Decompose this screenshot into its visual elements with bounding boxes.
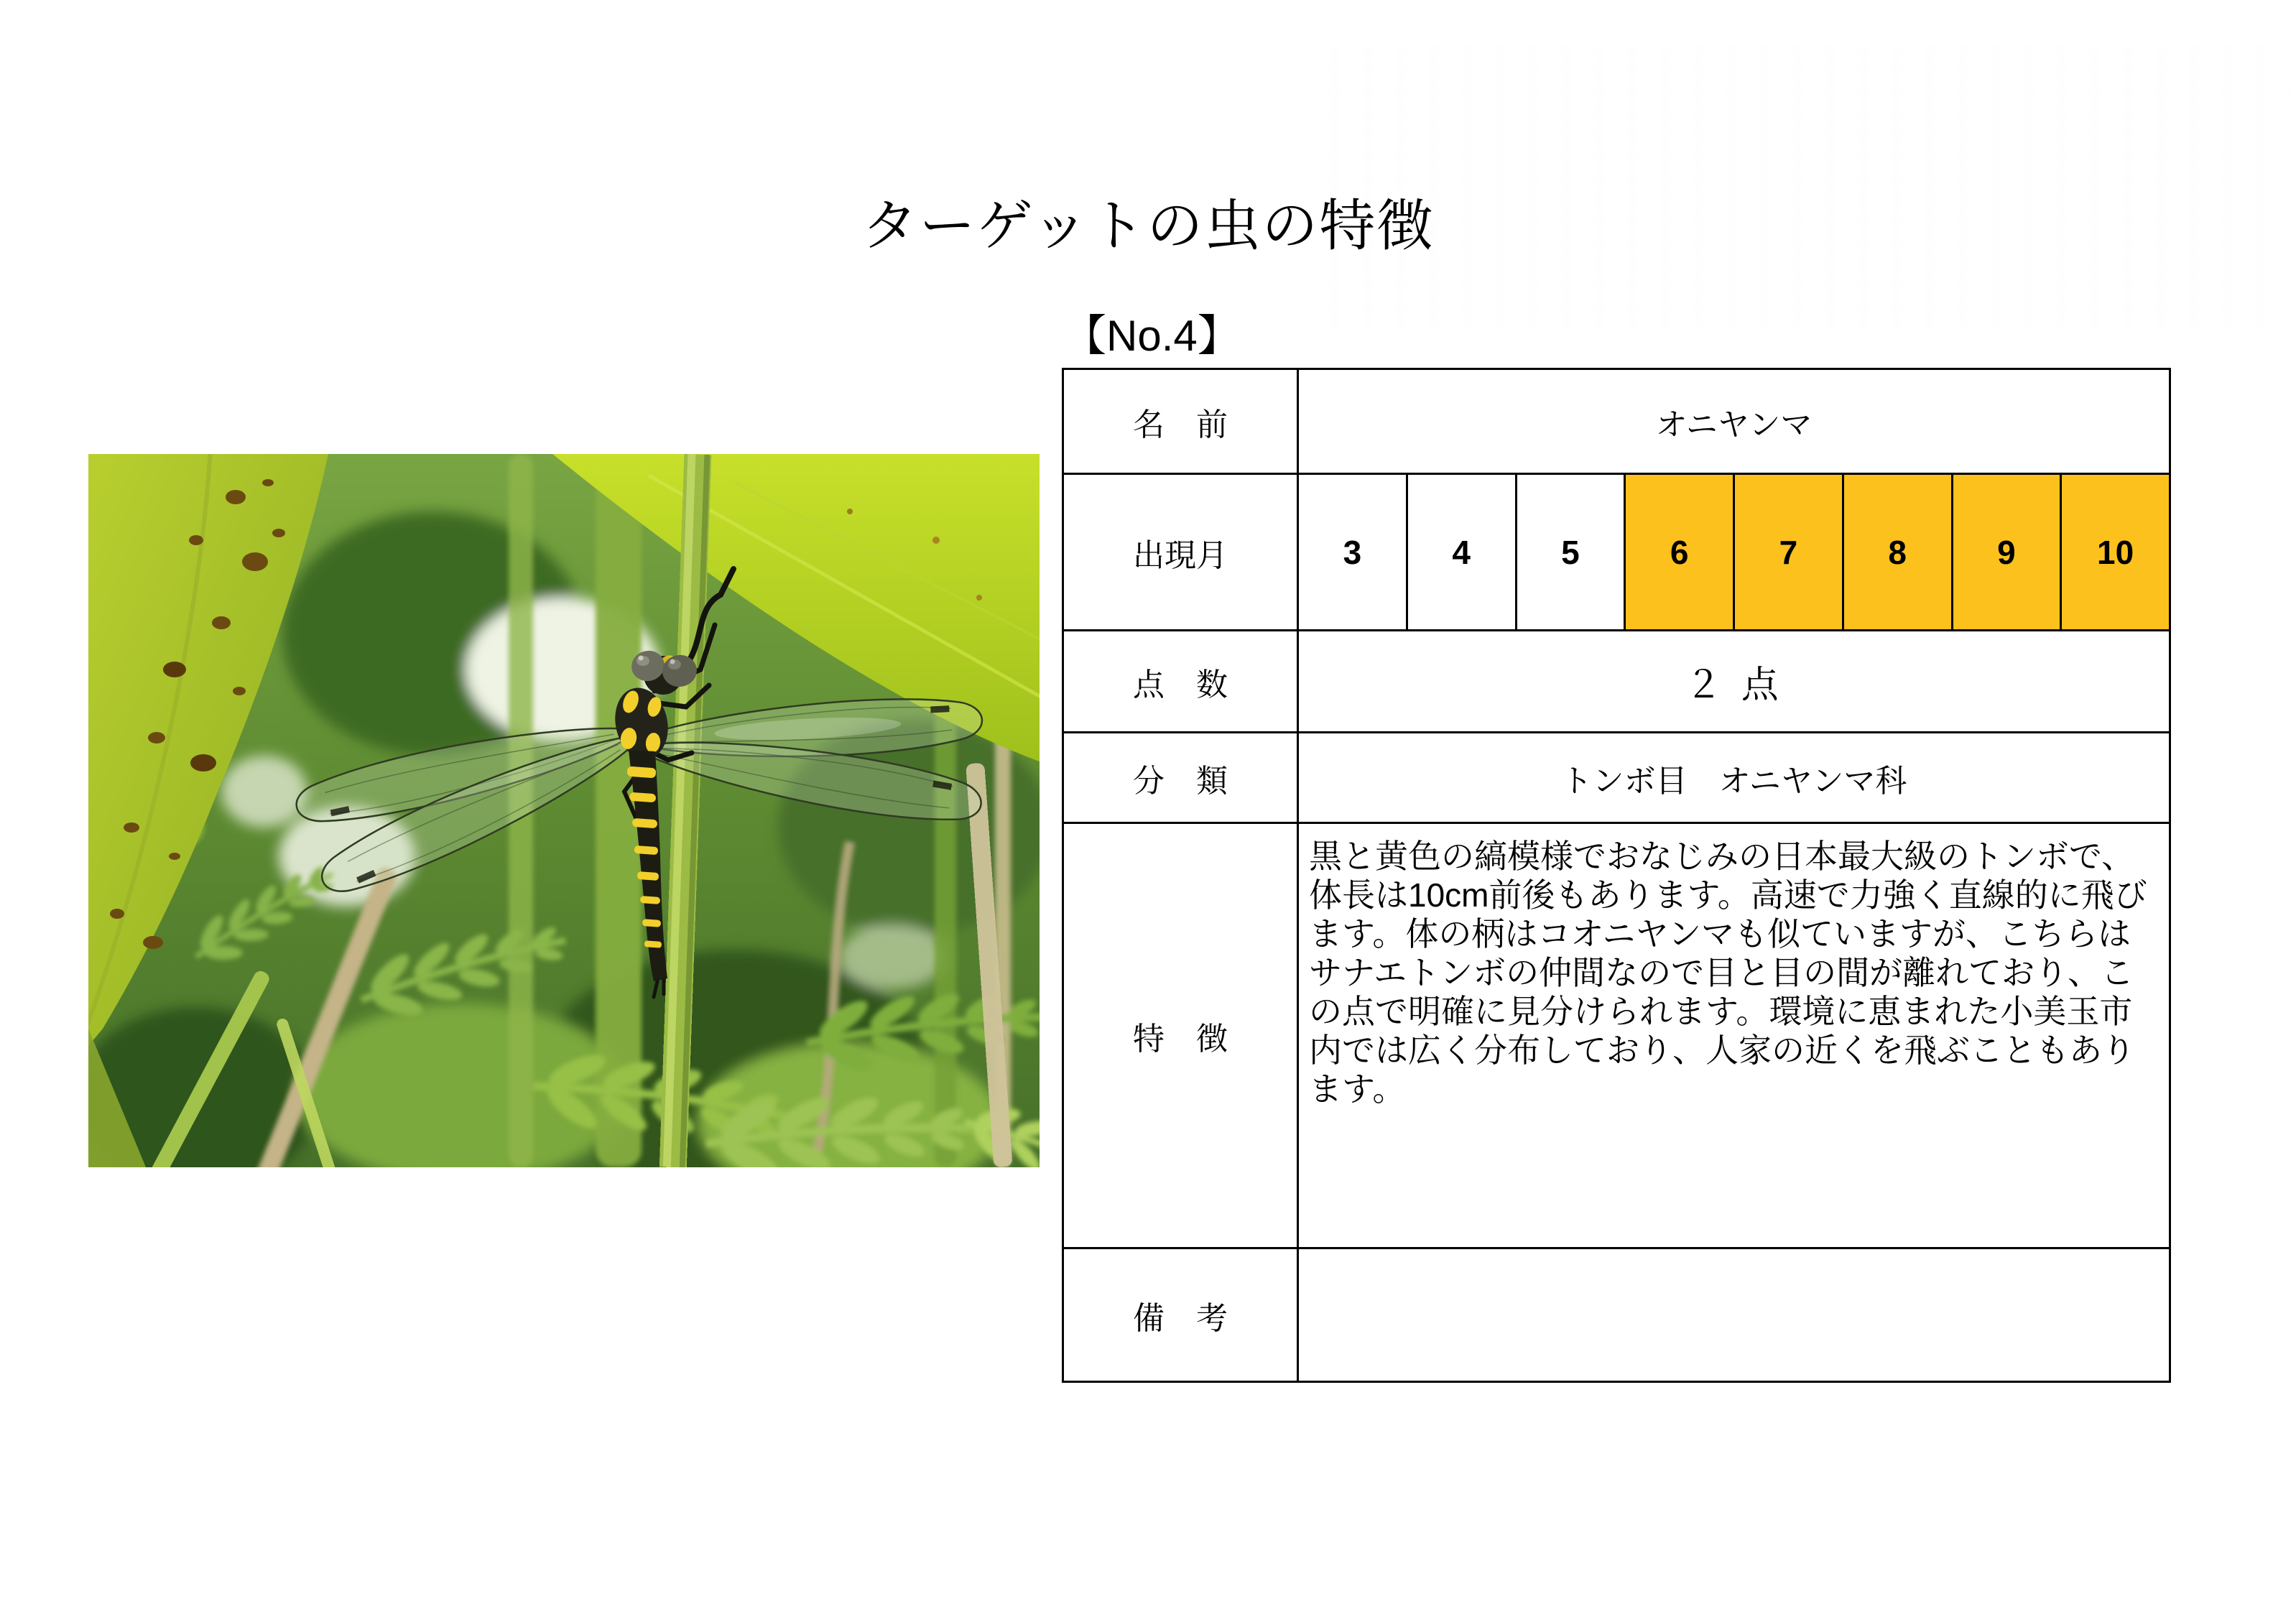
month-cell-6: 6 (1626, 475, 1735, 629)
table-row-classification (1064, 733, 2169, 824)
month-cell-9: 9 (1953, 475, 2063, 629)
row-label-features: 特 徴 (1064, 824, 1299, 1247)
page-title: ターゲットの虫の特徴 (861, 194, 1435, 258)
table-row-features (1064, 824, 2169, 1249)
classification-value: トンボ目 オニヤンマ科 (1560, 763, 1907, 799)
row-label-notes: 備 考 (1064, 1249, 1299, 1381)
name-value: オニヤンマ (1655, 407, 1813, 442)
row-label-points: 点 数 (1064, 631, 1299, 731)
notes-value (1299, 1249, 2169, 1381)
insect-photo (88, 454, 1040, 1167)
row-label-months: 出現月 (1064, 475, 1299, 629)
month-cell-5: 5 (1517, 475, 1626, 629)
month-cell-8: 8 (1844, 475, 1953, 629)
month-cell-7: 7 (1735, 475, 1844, 629)
table-row-notes (1064, 1249, 2169, 1381)
features-text: 黒と黄色の縞模様でおなじみの日本最大級のトンボで、体長は10cm前後もあります。高速で力強く直線的に飛びます。体の柄はコオニヤンマも似ていますが、こちらはサナエトンボの仲間なので目と目の間が離れており、この点で明確に見分けられます。環境に恵まれた小美玉市内では広く分布しており、人家の近くを飛ぶこともあります。 (1309, 838, 2147, 1108)
points-value: ２ 点 (1685, 664, 1783, 706)
month-cell-10: 10 (2062, 475, 2169, 629)
month-cell-4: 4 (1408, 475, 1517, 629)
month-cell-3: 3 (1299, 475, 1408, 629)
row-label-classification: 分 類 (1064, 733, 1299, 822)
insect-spec-table (1062, 368, 2171, 1383)
month-cells (1299, 475, 2169, 629)
card-number: 【No.4】 (1063, 312, 1241, 360)
table-row-points (1064, 631, 2169, 733)
table-row-name (1064, 370, 2169, 475)
dragonfly-photo-illustration (88, 454, 1040, 1167)
table-row-months (1064, 475, 2169, 631)
row-label-name: 名 前 (1064, 370, 1299, 473)
